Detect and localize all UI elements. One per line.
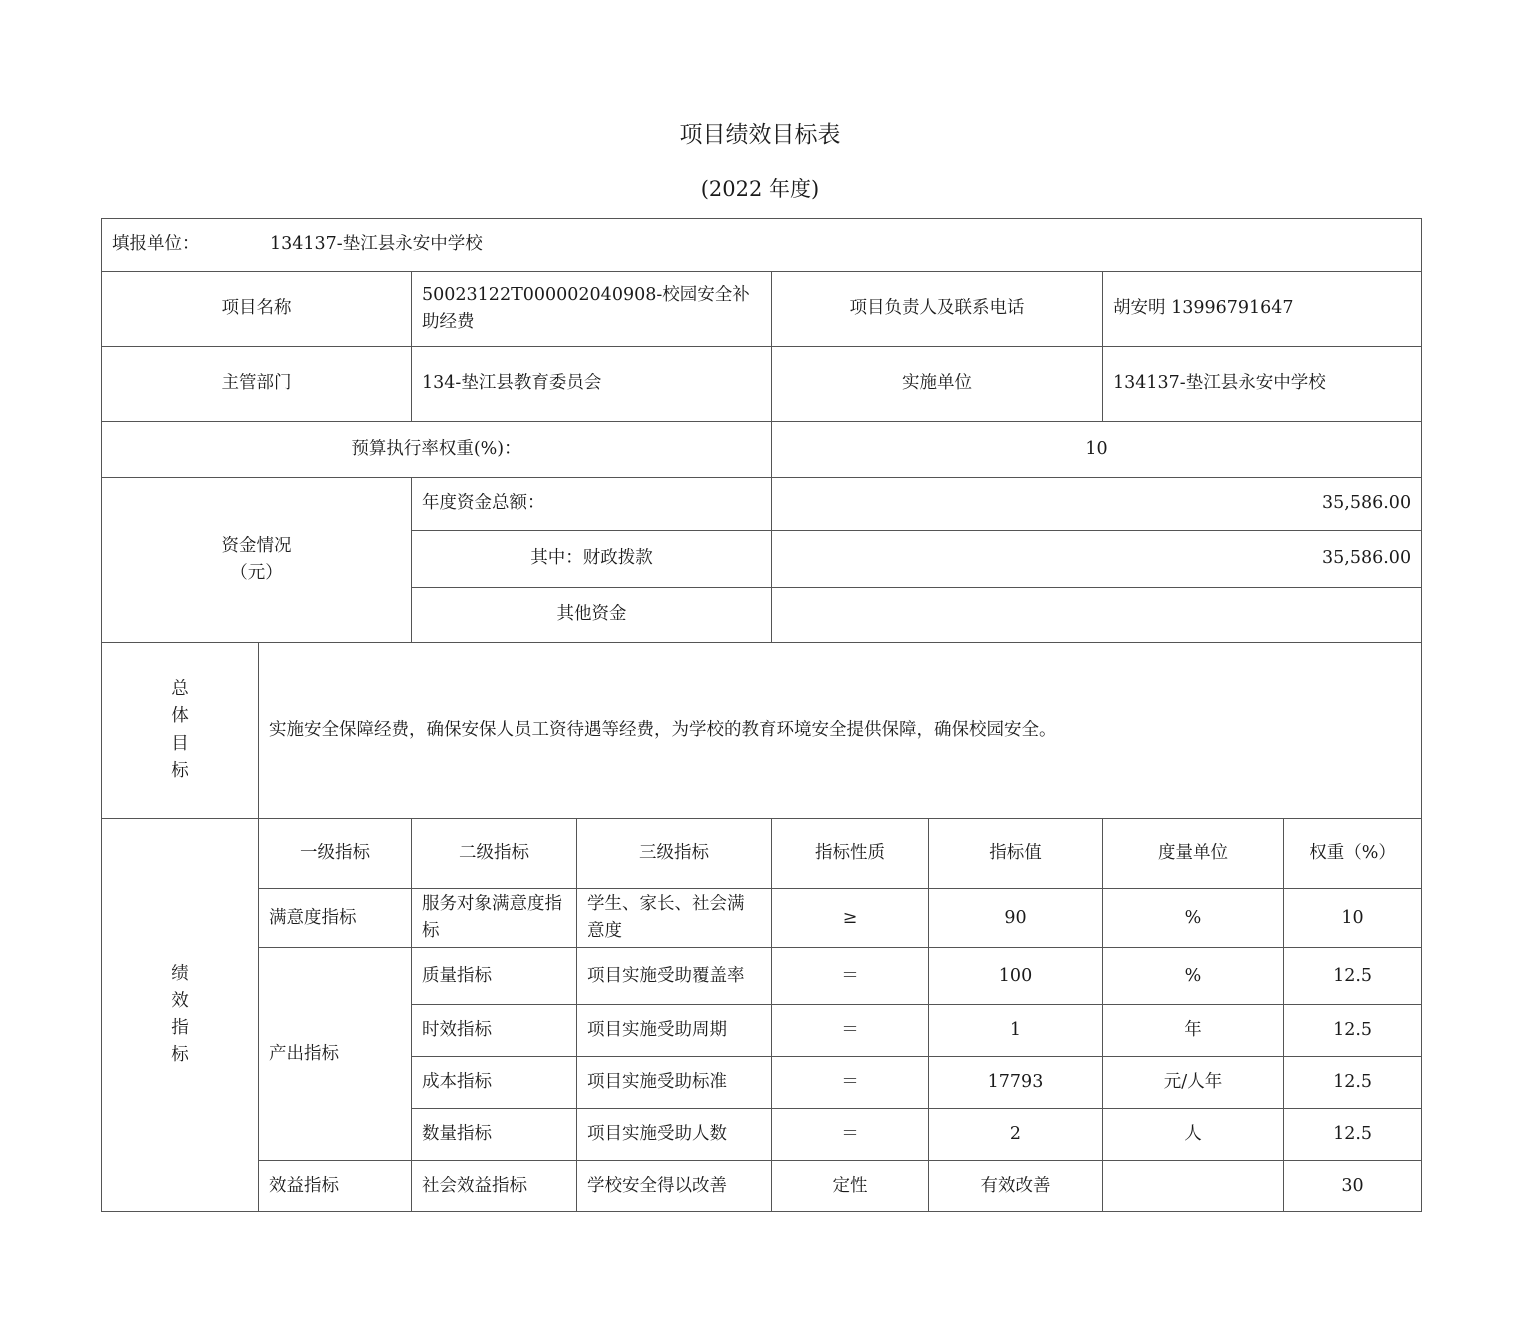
l2-cell: 成本指标 [412,1057,577,1109]
funds-total-row [102,478,1422,531]
funds-other-value [772,588,1422,643]
l3-cell: 学生、家长、社会满意度 [577,889,772,948]
goal-label-char: 总 [171,679,189,700]
nature-cell: ＝ [772,1005,929,1057]
goal-text: 实施安全保障经费，确保安保人员工资待遇等经费，为学校的教育环境安全提供保障，确保校园安全。 [259,643,1422,819]
weight-cell: 12.5 [1284,1057,1422,1109]
unit-cell: % [1103,948,1284,1005]
budget-weight-label: 预算执行率权重(%)： [102,422,772,478]
l1-cell: 产出指标 [259,948,412,1161]
l1-cell: 效益指标 [259,1161,412,1212]
funds-total-label: 年度资金总额： [412,478,772,531]
funds-other-label: 其他资金 [412,588,772,643]
table-row [102,889,1422,948]
budget-weight-value: 10 [772,422,1422,478]
header-cell: 指标值 [929,819,1103,889]
nature-cell: ＝ [772,1109,929,1161]
page-title: 项目绩效目标表 [679,122,841,148]
dept-label: 主管部门 [102,347,412,422]
l3-cell: 项目实施受助标准 [577,1057,772,1109]
header-cell: 三级指标 [577,819,772,889]
header-cell: 指标性质 [772,819,929,889]
l3-cell: 学校安全得以改善 [577,1161,772,1212]
weight-cell: 12.5 [1284,1005,1422,1057]
l1-cell: 满意度指标 [259,889,412,948]
l3-cell: 项目实施受助周期 [577,1005,772,1057]
header-cell: 二级指标 [412,819,577,889]
nature-cell: ＝ [772,1057,929,1109]
impl-label: 实施单位 [772,347,1103,422]
unit-cell: 人 [1103,1109,1284,1161]
funds-unit: （元） [230,563,283,583]
value-cell: 90 [929,889,1103,948]
unit-cell [102,219,1422,272]
funds-fiscal-label: 其中：财政拨款 [412,531,772,588]
goal-label-char: 目 [171,733,189,754]
weight-cell: 10 [1284,889,1422,948]
unit-cell: % [1103,889,1284,948]
unit-value: 134137-垫江县永安中学校 [270,234,483,255]
weight-cell: 12.5 [1284,948,1422,1005]
nature-cell: ＝ [772,948,929,1005]
value-cell: 有效改善 [929,1161,1103,1212]
nature-cell: ≥ [772,889,929,948]
value-cell: 2 [929,1109,1103,1161]
contact-label: 项目负责人及联系电话 [772,272,1103,347]
performance-table [101,218,1422,1212]
goal-row [102,643,1422,819]
unit-cell: 年 [1103,1005,1284,1057]
unit-label: 填报单位： [112,234,200,255]
perf-header-row [102,819,1422,889]
weight-cell: 30 [1284,1161,1422,1212]
l3-cell: 项目实施受助人数 [577,1109,772,1161]
l2-cell: 社会效益指标 [412,1161,577,1212]
perf-label-char: 标 [171,1045,189,1066]
nature-cell: 定性 [772,1161,929,1212]
dept-value: 134-垫江县教育委员会 [412,347,772,422]
funds-label: 资金情况 [221,535,292,556]
header-cell: 权重（%） [1284,819,1422,889]
funds-fiscal-value: 35,586.00 [772,531,1422,588]
goal-label [102,643,259,819]
table-row [102,948,1422,1005]
page-subtitle: (2022 年度) [700,177,820,201]
funds-label-cell [102,478,412,643]
header-cell: 度量单位 [1103,819,1284,889]
impl-value: 134137-垫江县永安中学校 [1103,347,1422,422]
perf-label-char: 效 [171,991,189,1011]
l2-cell: 服务对象满意度指标 [412,889,577,948]
project-name-value: 50023122T000002040908-校园安全补助经费 [412,272,772,347]
budget-weight-row [102,422,1422,478]
l2-cell: 质量指标 [412,948,577,1005]
dept-row [102,347,1422,422]
funds-total-value: 35,586.00 [772,478,1422,531]
project-name-label: 项目名称 [102,272,412,347]
perf-label-char: 绩 [171,963,189,984]
goal-label-char: 体 [171,706,189,727]
l3-cell: 项目实施受助覆盖率 [577,948,772,1005]
unit-row [102,219,1422,272]
unit-cell [1103,1161,1284,1212]
contact-value: 胡安明 13996791647 [1103,272,1422,347]
value-cell: 1 [929,1005,1103,1057]
unit-cell: 元/人年 [1103,1057,1284,1109]
weight-cell: 12.5 [1284,1109,1422,1161]
value-cell: 17793 [929,1057,1103,1109]
value-cell: 100 [929,948,1103,1005]
l2-cell: 时效指标 [412,1005,577,1057]
header-cell: 一级指标 [259,819,412,889]
perf-label-char: 指 [171,1018,189,1039]
l2-cell: 数量指标 [412,1109,577,1161]
perf-label [102,819,259,1212]
table-row [102,1161,1422,1212]
goal-label-char: 标 [171,760,189,781]
project-row [102,272,1422,347]
